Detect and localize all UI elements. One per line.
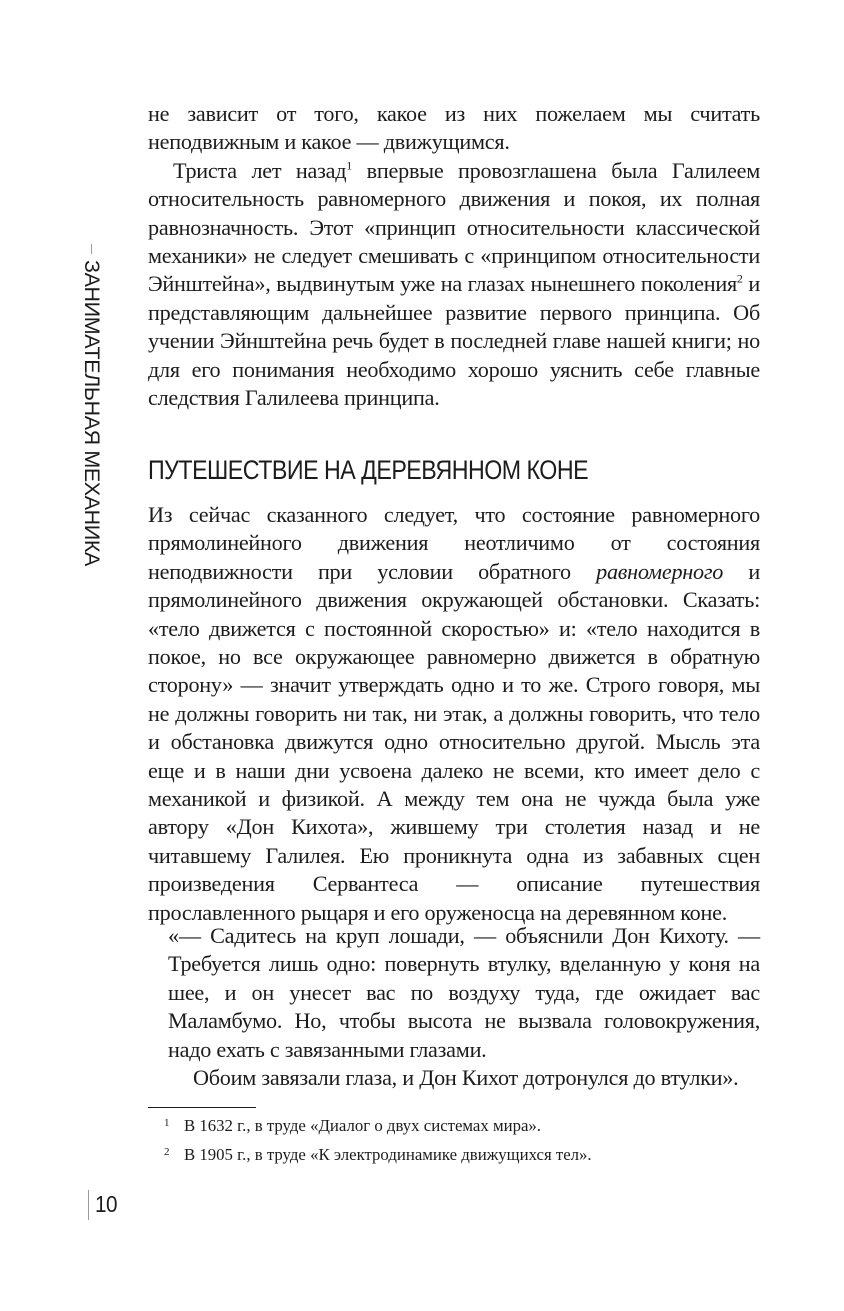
footnote-1 [148, 1110, 760, 1139]
page-number-divider [88, 1190, 89, 1220]
quote-paragraph-1: «— Садитесь на круп лошади, — объяснили Дон Кихоту. — Требуется лишь одно: повернуть втулку, вделанную у коня на шее, и он унесет вас по воздуху туда, где ожидает вас Маламбумо. Но, чтобы высота не вызвала головокружения, надо ехать с завязанными глазами. [168, 923, 760, 1062]
opening-text [148, 100, 760, 412]
page-number: 10 [95, 1191, 118, 1217]
section-paragraph-emphasis: равномерного [596, 558, 724, 584]
running-title-area [77, 244, 107, 566]
section-paragraph [148, 501, 760, 927]
footnote-1-text: В 1632 г., в труде «Диалог о двух системах мира». [184, 1116, 541, 1135]
footnote-ref-2: 2 [736, 272, 743, 287]
footnote-2-mark: 2 [164, 1146, 170, 1158]
footnotes [148, 1110, 760, 1168]
continued-paragraph: не зависит от того, какое из них пожелаем мы считать неподвижным и какое — движущимся. [148, 101, 760, 155]
footnote-separator [148, 1107, 256, 1108]
section-paragraph-part-2: и прямолинейного движения окружающей обстановки. Сказать: «тело движется с постоянной скоростью» и: «тело находится в покое, но все окружающее равномерно движется в обратную сторону» — значит утверждать одно и то же. Строго говоря, мы не должны говорить ни так, ни этак, а должны говорить, что тело и обстановка движутся одно относительно другой. Мысль эта еще и в наши дни усвоена далеко не всеми, кто имеет дело с механикой и физикой. А между тем она не чужда была уже автору «Дон Кихота», жившему три столетия назад и не читавшему Галилея. Ею проникнута одна из забавных сцен произведения Сервантеса — описание путешествия прославленного рыцаря и его оруженосца на деревянном коне. [148, 558, 760, 925]
quote-paragraph-2: Обоим завязали глаза, и Дон Кихот дотронулся до втулки». [193, 1065, 739, 1091]
relativity-paragraph-part-1: Триста лет назад [173, 157, 347, 183]
footnote-ref-1: 1 [346, 158, 353, 173]
footnote-1-mark: 1 [164, 1117, 170, 1129]
footnote-2-text: В 1905 г., в труде «К электродинамике движущихся тел». [184, 1145, 592, 1164]
section-heading: ПУТЕШЕСТВИЕ НА ДЕРЕВЯННОМ КОНЕ [148, 455, 589, 485]
relativity-paragraph [148, 157, 760, 413]
quotation [168, 922, 760, 1092]
section-text [148, 501, 760, 927]
relativity-paragraph-part-2: впервые провозглашена была Галилеем относительность равномерного движения и покоя, их полная равнозначность. Этот «принцип относительности классической механики» не следует смешивать с «принципом относительности Эйнштейна», выдвинутым уже на глазах нынешнего поколения [148, 157, 760, 297]
running-title: ЗАНИМАТЕЛЬНАЯ МЕХАНИКА [80, 260, 104, 566]
relativity-paragraph-part-3: и представляющим дальнейшее развитие первого принципа. Об учении Эйнштейна речь будет в последней главе нашей книги; но для его понимания необходимо хорошо уяснить себе главные следствия Галилеева принципа. [148, 271, 760, 411]
footnote-2 [148, 1139, 760, 1168]
running-title-divider [91, 244, 92, 254]
section-paragraph-part-1: Из сейчас сказанного следует, что состояние равномерного прямолинейного движения неотличимо от состояния неподвижности при условии обратного [148, 502, 760, 584]
